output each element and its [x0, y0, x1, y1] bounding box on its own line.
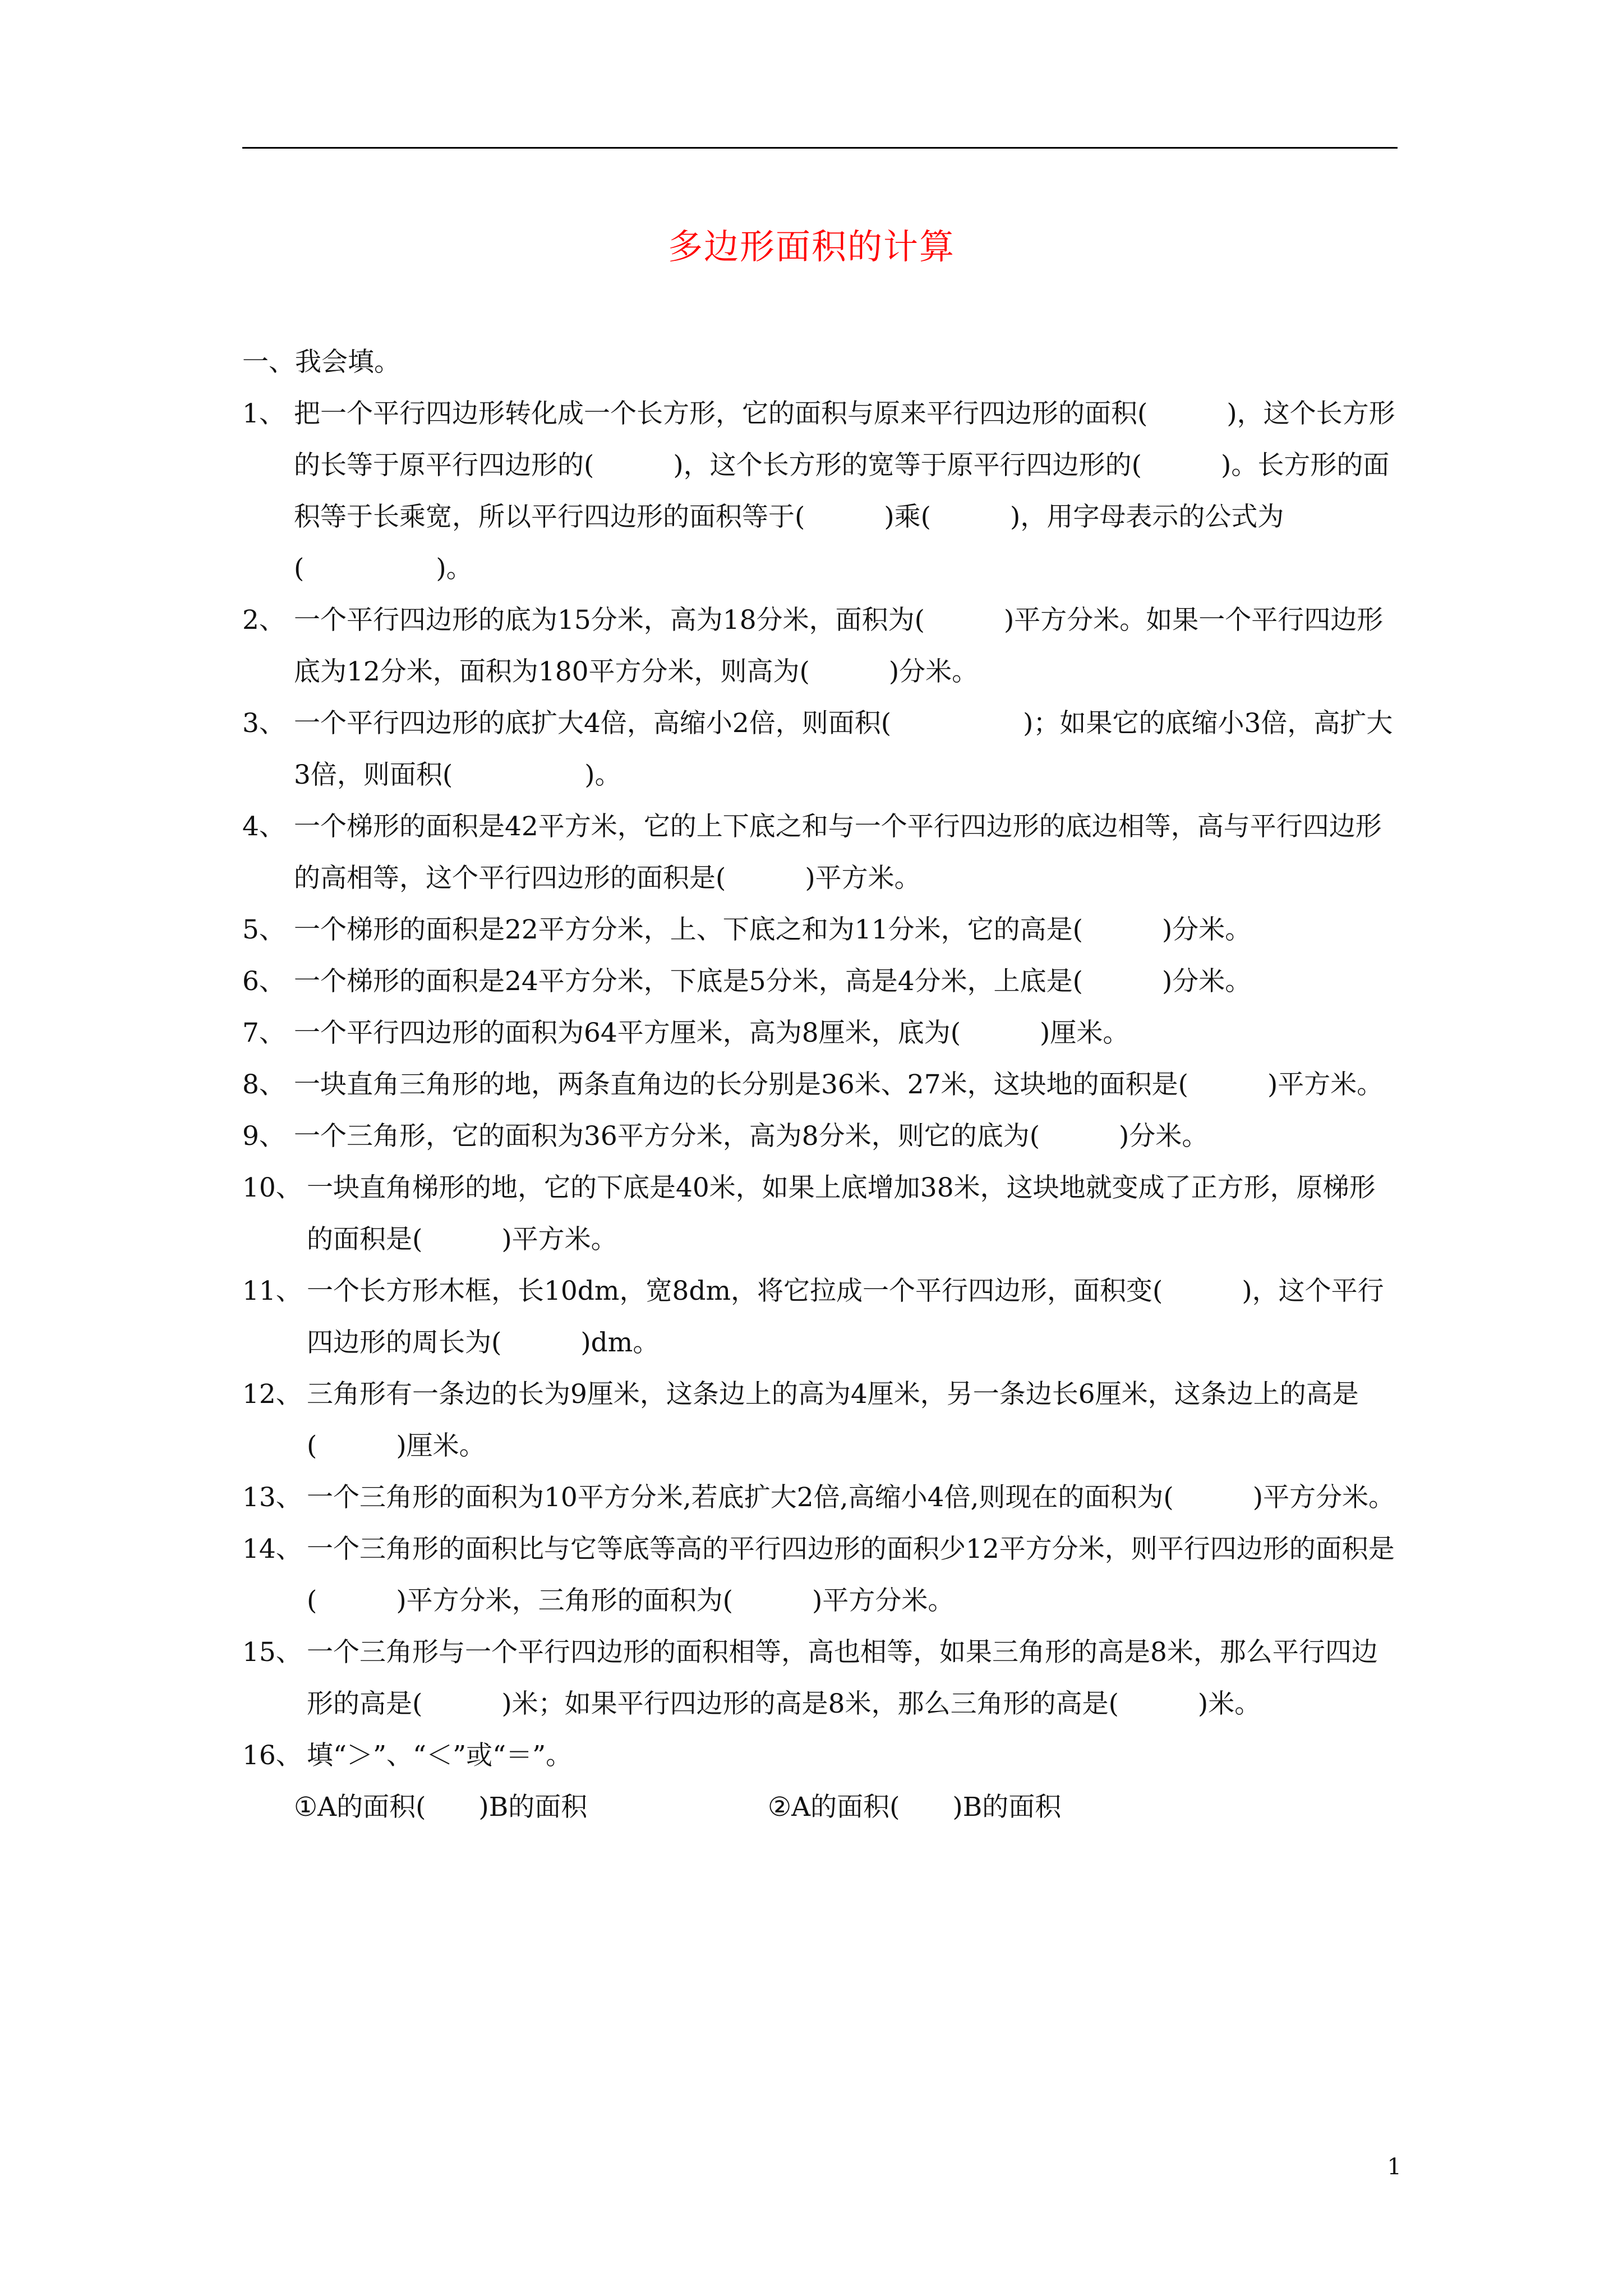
question-2	[242, 595, 1400, 698]
question-text: 一个梯形的面积是22平方分米，上、下底之和为11分米，它的高是( )分米。	[294, 914, 1252, 945]
question-15	[242, 1627, 1400, 1730]
question-8	[242, 1059, 1400, 1111]
question-text: 三角形有一条边的长为9厘米，这条边上的高为4厘米，另一条边长6厘米，这条边上的高是( )厘米。	[307, 1379, 1359, 1461]
question-number: 3、	[242, 708, 285, 739]
question-number: 14、	[242, 1534, 302, 1565]
section-heading: 一、我会填。	[242, 347, 400, 378]
question-number: 8、	[242, 1069, 285, 1100]
question-text: 一个三角形的面积为10平方分米,若底扩大2倍,高缩小4倍,则现在的面积为( )平方分米。	[307, 1482, 1395, 1513]
question-text: 一个三角形，它的面积为36平方分米，高为8分米，则它的底为( )分米。	[294, 1121, 1209, 1152]
question-text: 一个三角形与一个平行四边形的面积相等，高也相等，如果三角形的高是8米，那么平行四边形的高是( )米；如果平行四边形的高是8米，那么三角形的高是( )米。	[307, 1637, 1378, 1719]
question-text: 一个平行四边形的底为15分米，高为18分米，面积为( )平方分米。如果一个平行四边形底为12分米，面积为180平方分米，则高为( )分米。	[294, 605, 1384, 687]
page-title: 多边形面积的计算	[667, 226, 955, 267]
question-text: 一个平行四边形的底扩大4倍，高缩小2倍，则面积( )；如果它的底缩小3倍，高扩大3倍，则面积( )。	[294, 708, 1393, 790]
question-1	[242, 388, 1400, 595]
question-text: 把一个平行四边形转化成一个长方形，它的面积与原来平行四边形的面积( )，这个长方形的长等于原平行四边形的( )，这个长方形的宽等于原平行四边形的( )。长方形的面积等于长乘宽，所以平行四边形的面积等于( )乘( )，用字母表示的公式为( )。	[294, 398, 1395, 584]
question-number: 16、	[242, 1740, 302, 1771]
question-6	[242, 956, 1400, 1007]
question-number: 10、	[242, 1172, 302, 1203]
question-16	[242, 1730, 1400, 1782]
question-number: 2、	[242, 605, 285, 636]
question-number: 1、	[242, 398, 285, 429]
question-number: 9、	[242, 1121, 285, 1152]
question-text: 一块直角梯形的地，它的下底是40米，如果上底增加38米，这块地就变成了正方形，原梯形的面积是( )平方米。	[307, 1172, 1376, 1255]
worksheet-body	[242, 337, 1400, 1833]
question-number: 5、	[242, 914, 285, 945]
question-14	[242, 1524, 1400, 1627]
question-number: 12、	[242, 1379, 302, 1410]
question-number: 4、	[242, 811, 285, 842]
question-number: 6、	[242, 966, 285, 997]
question-number: 7、	[242, 1018, 285, 1048]
question-12	[242, 1369, 1400, 1472]
comparison-item-2: ②A的面积( )B的面积	[768, 1792, 1062, 1823]
question-5	[242, 904, 1400, 956]
question-text: 填“＞”、“＜”或“＝”。	[307, 1740, 573, 1771]
question-text: 一个平行四边形的面积为64平方厘米，高为8厘米，底为( )厘米。	[294, 1018, 1129, 1048]
comparison-row	[242, 1782, 1400, 1833]
question-10	[242, 1162, 1400, 1266]
comparison-item-1: ①A的面积( )B的面积	[294, 1792, 588, 1823]
question-4	[242, 801, 1400, 904]
question-11	[242, 1266, 1400, 1369]
page-number: 1	[1387, 2154, 1401, 2180]
question-number: 11、	[242, 1276, 302, 1306]
question-text: 一个梯形的面积是24平方分米，下底是5分米，高是4分米，上底是( )分米。	[294, 966, 1252, 997]
question-13	[242, 1472, 1400, 1524]
header-rule	[242, 147, 1398, 149]
question-7	[242, 1007, 1400, 1059]
question-3	[242, 698, 1400, 801]
question-number: 13、	[242, 1482, 302, 1513]
question-text: 一个长方形木框，长10dm，宽8dm，将它拉成一个平行四边形，面积变( )，这个平行四边形的周长为( )dm。	[307, 1276, 1384, 1358]
question-text: 一块直角三角形的地，两条直角边的长分别是36米、27米，这块地的面积是( )平方米。	[294, 1069, 1384, 1100]
question-text: 一个三角形的面积比与它等底等高的平行四边形的面积少12平方分米，则平行四边形的面积是( )平方分米，三角形的面积为( )平方分米。	[307, 1534, 1395, 1616]
question-number: 15、	[242, 1637, 302, 1668]
question-9	[242, 1111, 1400, 1162]
question-text: 一个梯形的面积是42平方米，它的上下底之和与一个平行四边形的底边相等，高与平行四边形的高相等，这个平行四边形的面积是( )平方米。	[294, 811, 1382, 894]
